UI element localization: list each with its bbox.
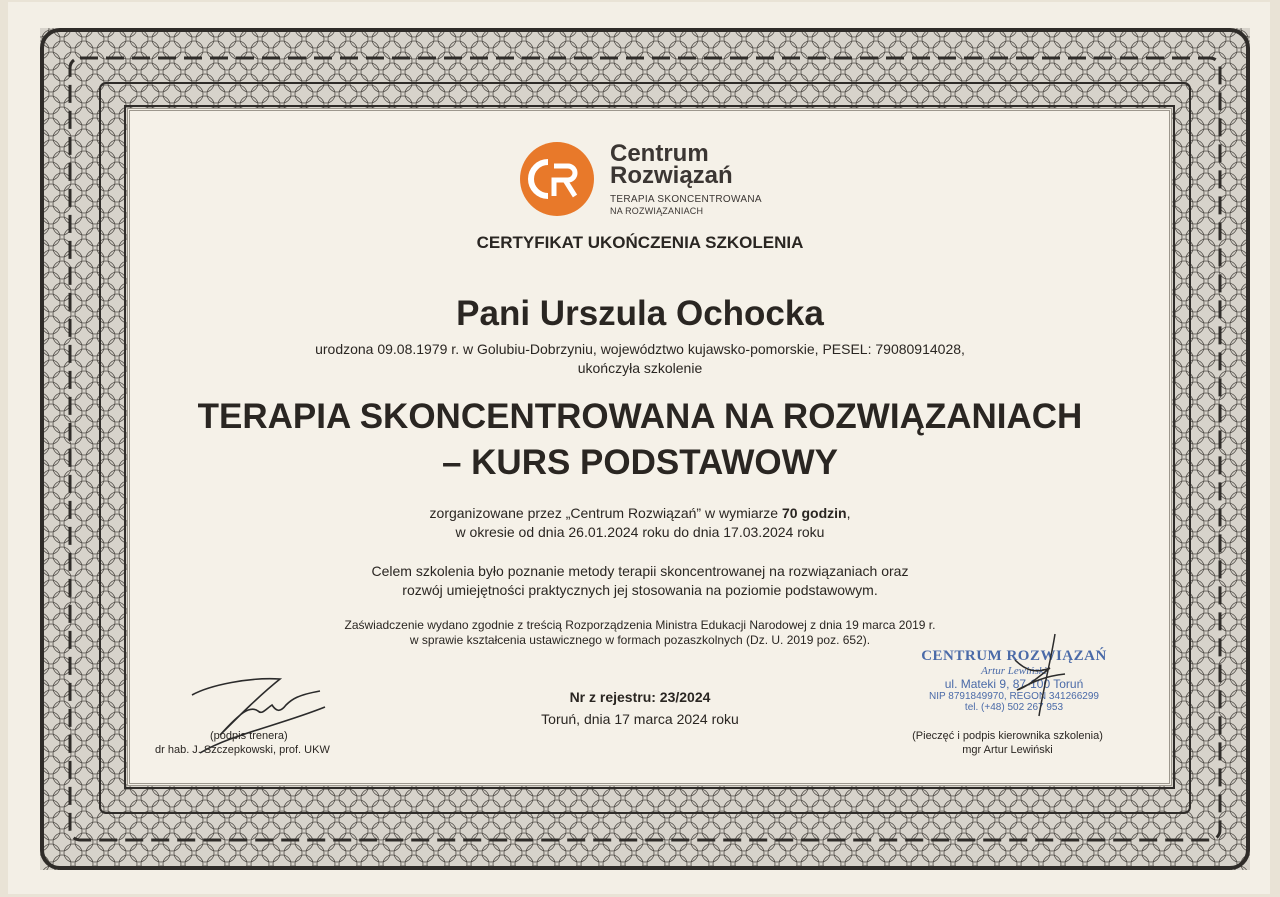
director-signature-icon bbox=[955, 630, 1075, 720]
trainer-name: dr hab. J. Szczepkowski, prof. UKW bbox=[155, 744, 330, 756]
course-goal-line2: rozwój umiejętności praktycznych jej stosowania na poziomie podstawowym. bbox=[402, 582, 878, 598]
logo-mark-icon bbox=[518, 140, 596, 218]
trainer-signature-caption: (podpis trenera) bbox=[210, 730, 288, 742]
organizer-text bbox=[0, 505, 1280, 521]
course-period: w okresie od dnia 26.01.2024 roku do dnia 17.03.2024 roku bbox=[455, 524, 825, 540]
logo-tagline-line2: NA ROZWIĄZANIACH bbox=[610, 206, 704, 216]
certificate-title: CERTYFIKAT UKOŃCZENIA SZKOLENIA bbox=[476, 233, 804, 252]
course-title-line2: – KURS PODSTAWOWY bbox=[441, 443, 839, 482]
stamp-line1: CENTRUM ROZWIĄZAŃ bbox=[921, 648, 1107, 664]
stamp-line4: NIP 8791849970, REGON 341266299 bbox=[929, 691, 1099, 702]
course-title-line1: TERAPIA SKONCENTROWANA NA ROZWIĄZANIACH bbox=[197, 397, 1083, 436]
place-and-date: Toruń, dnia 17 marca 2024 roku bbox=[541, 711, 739, 727]
recipient-name: Pani Urszula Ochocka bbox=[456, 294, 824, 333]
course-hours: 70 godzin bbox=[782, 505, 847, 521]
logo-name-line2: Rozwiązań bbox=[610, 162, 733, 189]
director-name: mgr Artur Lewiński bbox=[962, 744, 1053, 756]
completion-text: ukończyła szkolenie bbox=[577, 360, 703, 376]
stamp-line3: ul. Mateki 9, 87-100 Toruń bbox=[944, 677, 1084, 691]
company-logo bbox=[518, 140, 778, 218]
registry-number: Nr z rejestru: 23/2024 bbox=[569, 689, 711, 705]
course-goal-line1: Celem szkolenia było poznanie metody terapii skoncentrowanej na rozwiązaniach oraz bbox=[371, 563, 909, 579]
director-signature-caption: (Pieczęć i podpis kierownika szkolenia) bbox=[912, 730, 1103, 742]
stamp-line5: tel. (+48) 502 267 953 bbox=[964, 702, 1064, 713]
logo-tagline-line1: TERAPIA SKONCENTROWANA bbox=[610, 194, 762, 205]
legal-basis-line1: Zaświadczenie wydano zgodnie z treścią Rozporządzenia Ministra Edukacji Narodowej z dnia 19 marca 2019 r. bbox=[344, 618, 936, 632]
birth-info: urodzona 09.08.1979 r. w Golubiu-Dobrzyniu, województwo kujawsko-pomorskie, PESEL: 79080914028, bbox=[315, 341, 965, 357]
logo-name-line1: Centrum bbox=[610, 140, 709, 167]
organizer-prefix: zorganizowane przez „Centrum Rozwiązań” w wymiarze bbox=[429, 505, 782, 521]
legal-basis-line2: w sprawie kształcenia ustawicznego w formach pozaszkolnych (Dz. U. 2019 poz. 652). bbox=[409, 633, 871, 647]
organizer-suffix: , bbox=[846, 505, 851, 521]
stamp-line2: Artur Lewiński bbox=[981, 665, 1047, 677]
